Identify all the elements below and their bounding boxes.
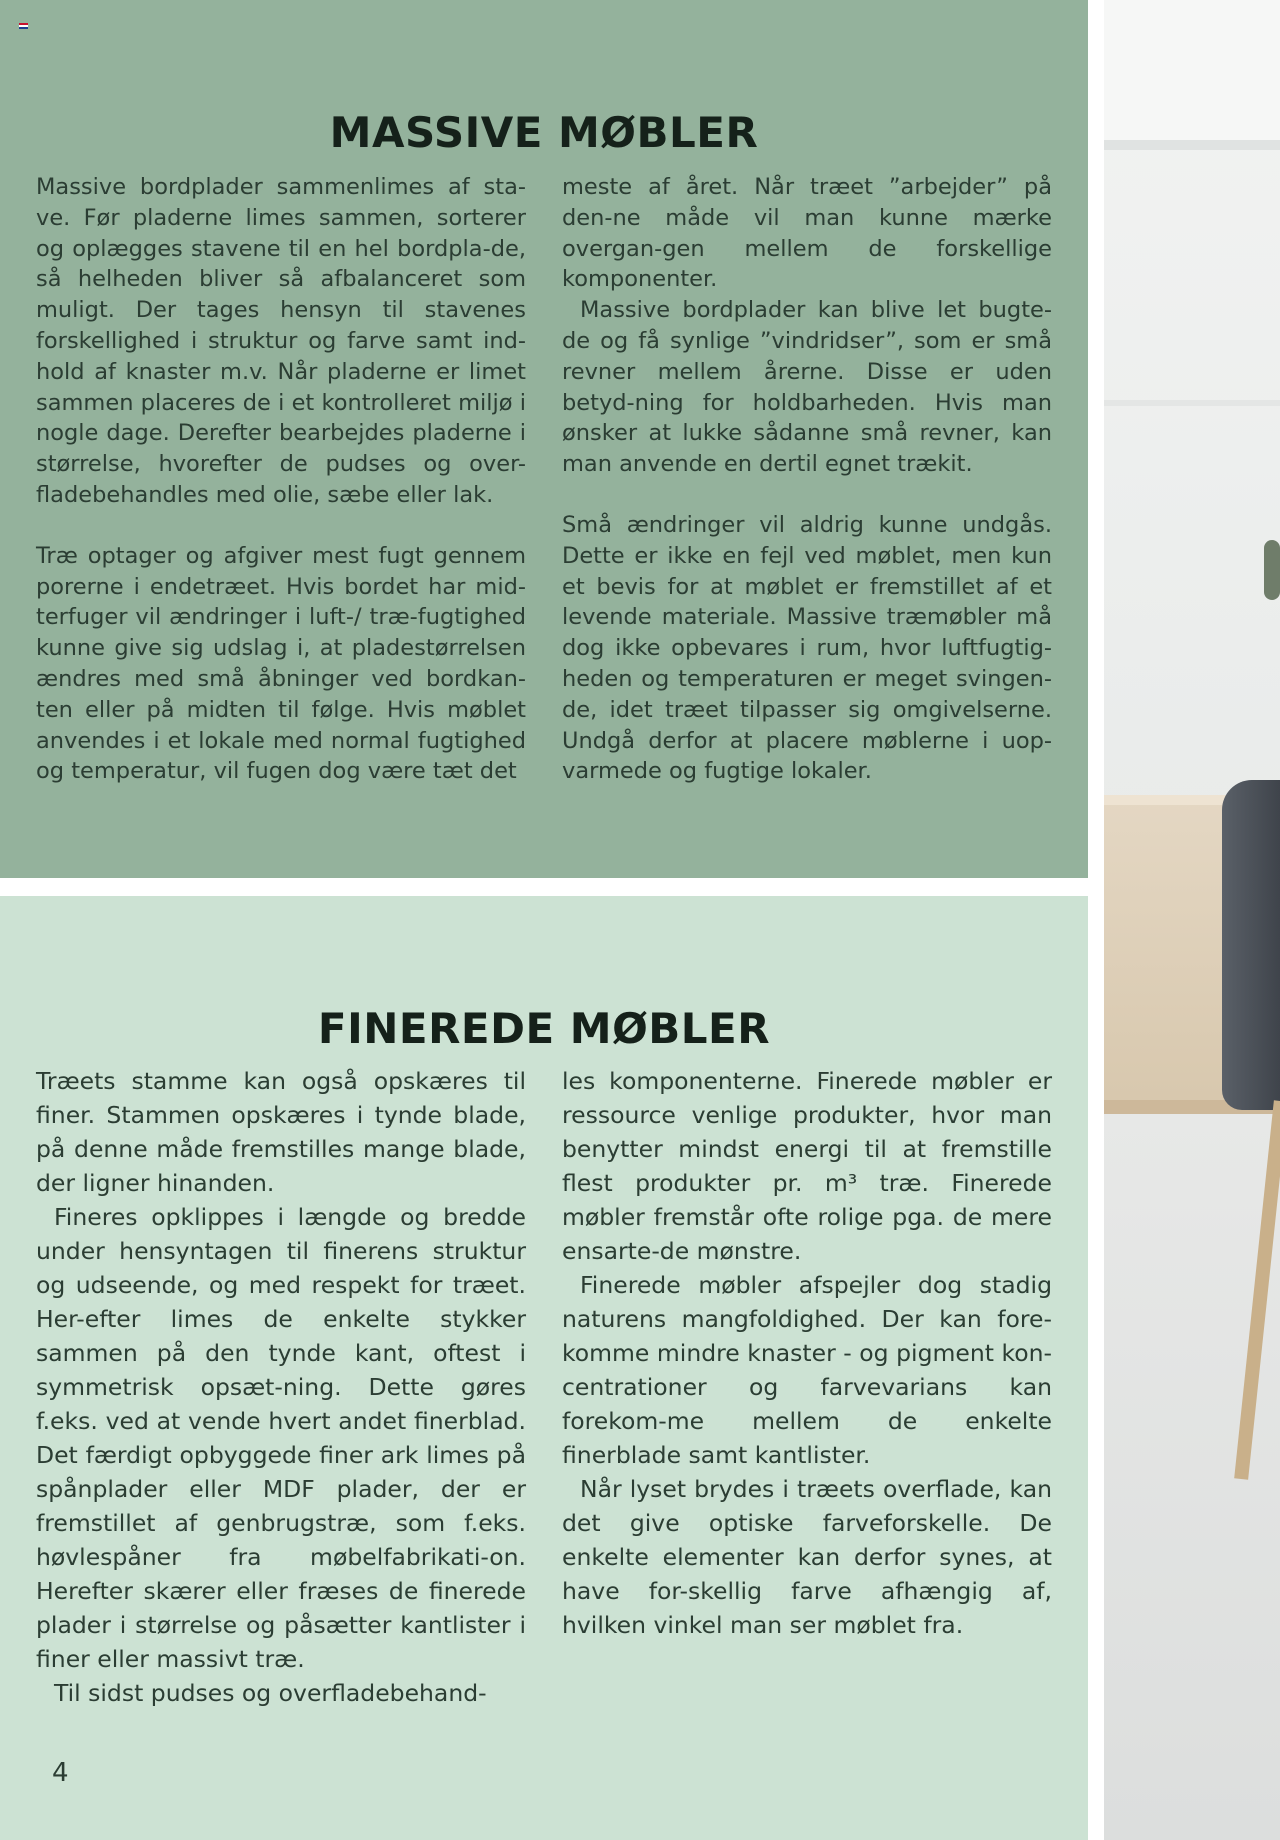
page-number: 4: [52, 1758, 69, 1788]
interior-photo: [1104, 0, 1280, 1840]
massive-left-column: [36, 172, 526, 787]
paragraph: Træ optager og afgiver mest fugt gennem porerne i endetræet. Hvis bordet har mid-terfuger vil ændringer i luft-/ træ-fugtighed kunne give sig udslag i, at pladestørrelsen ændres med små åbninger ved bordkan-ten eller på midten til følge. Hvis møblet anvendes i et lokale med normal fugtighed og temperatur, vil fugen dog være tæt det: [36, 542, 526, 785]
finerede-right-column: [562, 1064, 1052, 1642]
paragraph: Når lyset brydes i træets overflade, kan det give optiske farveforskelle. De enkelte elementer kan derfor synes, at have for-skellig farve afhængig af, hvilken vinkel man ser møblet fra.: [562, 1475, 1052, 1639]
paragraph: Massive bordplader kan blive let bugte-de og få synlige ”vindridser”, som er små revner mellem årerne. Disse er uden betyd-ning for holdbarheden. Hvis man ønsker at lukke sådanne små revner, kan man anvende en dertil egnet trækit.: [562, 297, 1052, 478]
paragraph: Finerede møbler afspejler dog stadig naturens mangfoldighed. Der kan fore-komme mindre knaster - og pigment kon-centrationer og farvevarians kan forekom-me mellem de enkelte finerblade samt kantlister.: [562, 1271, 1052, 1469]
finerede-section: [0, 896, 1088, 1840]
finerede-title: FINEREDE MØBLER: [317, 1004, 771, 1053]
paragraph: les komponenterne. Finerede møbler er ressource venlige produkter, hvor man benytter mindst energi til at fremstille flest produkter pr. m³ træ. Finerede møbler fremstår ofte rolige pga. de mere ensarte-de mønstre.: [562, 1067, 1052, 1265]
paragraph: Til sidst pudses og overfladebehand-: [54, 1679, 487, 1707]
paragraph: meste af året. Når træet ”arbejder” på den-ne måde vil man kunne mærke overgan-gen mellem de forskellige komponenter.: [562, 174, 1052, 293]
massive-section: [0, 0, 1088, 878]
paragraph: Små ændringer vil aldrig kunne undgås. Dette er ikke en fejl ved møblet, men kun et bevis for at møblet er fremstillet af et levende materiale. Massive træmøbler må dog ikke opbevares i rum, hvor luftfugtig-heden og temperaturen er meget svingen-de, idet træet tilpasser sig omgivelserne. Undgå derfor at placere møblerne i uop-varmede og fugtige lokaler.: [562, 511, 1052, 785]
paragraph: Massive bordplader sammenlimes af sta-ve. Før pladerne limes sammen, sorterer og oplægges stavene til en hel bordpla-de, så helheden bliver så afbalanceret som muligt. Der tages hensyn til stavenes forskellighed i struktur og farve samt ind-hold af knaster m.v. Når pladerne er limet sammen placeres de i et kontrolleret miljø i nogle dage. Derefter bearbejdes pladerne i størrelse, hvorefter de pudses og over-fladebehandles med olie, sæbe eller lak.: [36, 174, 526, 508]
massive-right-column: [562, 172, 1052, 787]
flag-icon: [19, 23, 28, 29]
paragraph: Træets stamme kan også opskæres til finer. Stammen opskæres i tynde blade, på denne måde fremstilles mange blade, der ligner hinanden.: [36, 1067, 526, 1197]
finerede-left-column: [36, 1064, 526, 1710]
massive-title: MASSIVE MØBLER: [329, 108, 759, 157]
paragraph: Fineres opklippes i længde og bredde under hensyntagen til finerens struktur og udseende, og med respekt for træet. Her-efter limes de enkelte stykker sammen på den tynde kant, oftest i symmetrisk opsæt-ning. Dette gøres f.eks. ved at vende hvert andet finerblad. Det færdigt opbyggede finer ark limes på spånplader eller MDF plader, der er fremstillet af genbrugstræ, som f.eks. høvlespåner fra møbelfabrikati-on. Herefter skærer eller fræses de finerede plader i størrelse og påsætter kantlister i finer eller massivt træ.: [36, 1203, 526, 1673]
